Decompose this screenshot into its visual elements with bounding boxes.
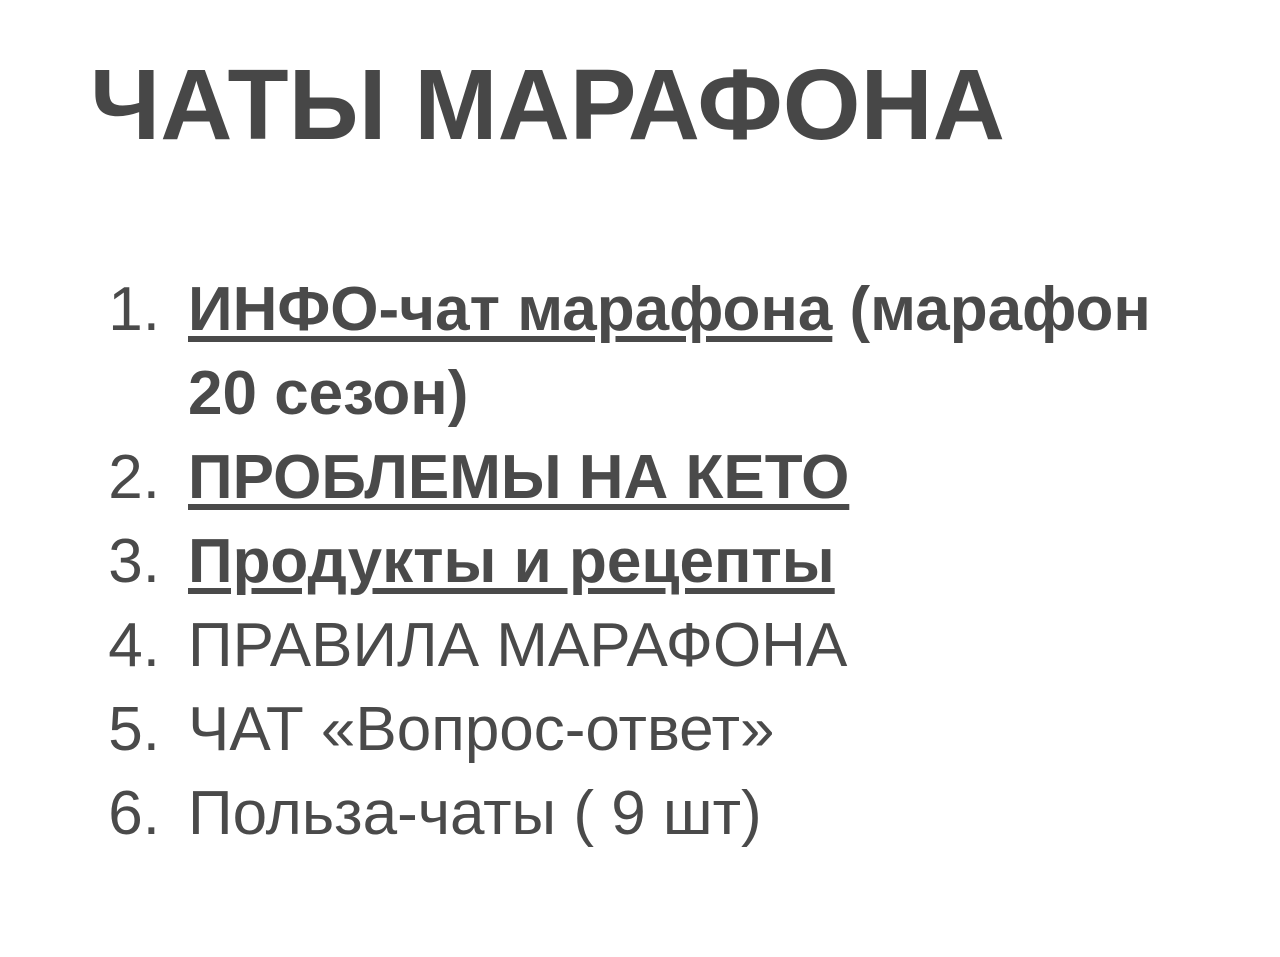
page-title: ЧАТЫ МАРАФОНА <box>90 49 1005 161</box>
chat-link-products-recipes[interactable]: Продукты и рецепты <box>188 527 835 596</box>
list-item-text-qa-chat: ЧАТ «Вопрос-ответ» <box>188 695 775 764</box>
list-item-text-marathon-rules: ПРАВИЛА МАРАФОНА <box>188 611 848 680</box>
list-item-number: 4. <box>108 611 160 680</box>
list-item <box>90 688 1240 772</box>
list-item-text <box>188 268 1151 436</box>
list-item <box>90 268 1240 436</box>
list-item-text <box>188 520 835 604</box>
page <box>0 49 1280 957</box>
list-item <box>90 436 1240 520</box>
list-item-number: 3. <box>108 527 160 596</box>
list-item-suffix: (марафон <box>832 275 1151 344</box>
list-item-number: 1. <box>108 275 160 344</box>
list-item-number: 5. <box>108 695 160 764</box>
list-item <box>90 604 1240 688</box>
list-item-suffix-line2: 20 сезон) <box>188 359 469 428</box>
chat-list <box>90 268 1240 856</box>
list-item-number: 2. <box>108 443 160 512</box>
list-item-text-benefit-chats: Польза-чаты ( 9 шт) <box>188 779 762 848</box>
chat-link-info-chat[interactable]: ИНФО-чат марафона <box>188 275 833 344</box>
list-item-text <box>188 436 849 520</box>
list-item <box>90 520 1240 604</box>
chat-link-keto-problems[interactable]: ПРОБЛЕМЫ НА КЕТО <box>188 443 850 512</box>
list-item <box>90 772 1240 856</box>
list-item-number: 6. <box>108 779 160 848</box>
